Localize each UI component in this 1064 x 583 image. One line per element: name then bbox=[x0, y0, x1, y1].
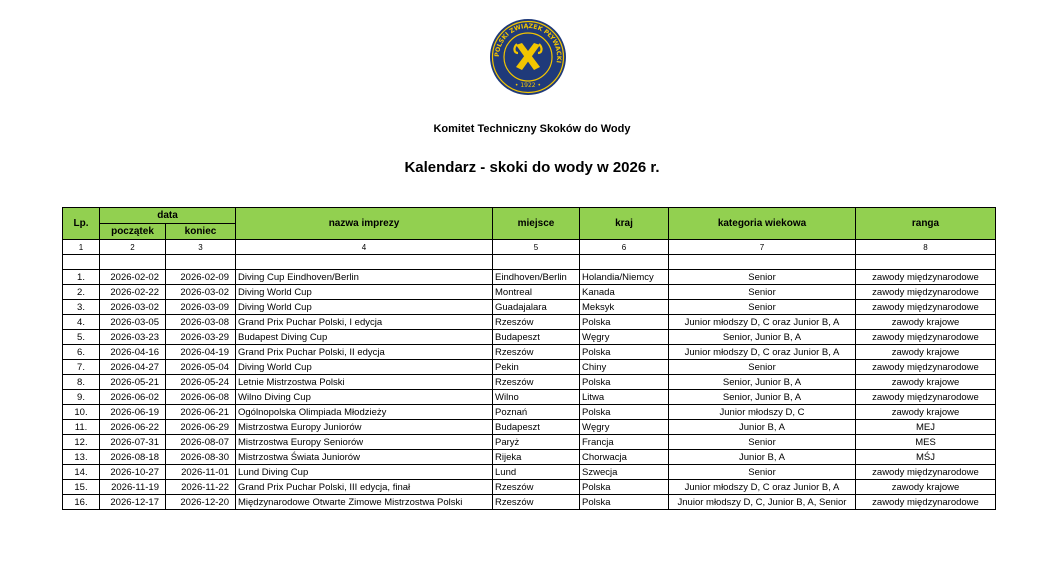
row-country: Polska bbox=[580, 495, 669, 510]
header-lp: Lp. bbox=[63, 208, 100, 240]
row-lp: 11. bbox=[63, 420, 100, 435]
row-start-date: 2026-06-22 bbox=[100, 420, 166, 435]
column-number: 6 bbox=[580, 240, 669, 255]
table-row bbox=[63, 435, 996, 450]
table-row bbox=[63, 420, 996, 435]
row-category: Junior młodszy D, C oraz Junior B, A bbox=[669, 345, 856, 360]
row-rank: zawody międzynarodowe bbox=[856, 495, 996, 510]
row-event-name: Diving World Cup bbox=[236, 360, 493, 375]
row-country: Polska bbox=[580, 315, 669, 330]
row-rank: zawody krajowe bbox=[856, 315, 996, 330]
column-number: 4 bbox=[236, 240, 493, 255]
row-lp: 3. bbox=[63, 300, 100, 315]
row-category: Junior B, A bbox=[669, 420, 856, 435]
row-lp: 6. bbox=[63, 345, 100, 360]
row-rank: MŚJ bbox=[856, 450, 996, 465]
row-place: Poznań bbox=[493, 405, 580, 420]
table-row bbox=[63, 465, 996, 480]
table-row bbox=[63, 270, 996, 285]
row-start-date: 2026-11-19 bbox=[100, 480, 166, 495]
row-lp: 10. bbox=[63, 405, 100, 420]
row-end-date: 2026-08-07 bbox=[166, 435, 236, 450]
row-country: Węgry bbox=[580, 330, 669, 345]
row-category: Junior młodszy D, C oraz Junior B, A bbox=[669, 480, 856, 495]
row-rank: zawody krajowe bbox=[856, 345, 996, 360]
logo-ring-text: POLSKI ZWIĄZEK PŁYWACKI bbox=[493, 22, 563, 64]
row-start-date: 2026-02-02 bbox=[100, 270, 166, 285]
row-rank: zawody międzynarodowe bbox=[856, 465, 996, 480]
column-number: 3 bbox=[166, 240, 236, 255]
row-start-date: 2026-12-17 bbox=[100, 495, 166, 510]
logo-year: • 1922 • bbox=[514, 82, 542, 89]
row-rank: zawody międzynarodowe bbox=[856, 390, 996, 405]
row-place: Paryż bbox=[493, 435, 580, 450]
row-category: Senior bbox=[669, 465, 856, 480]
row-country: Kanada bbox=[580, 285, 669, 300]
row-country: Chiny bbox=[580, 360, 669, 375]
blank-row bbox=[63, 255, 996, 270]
row-rank: zawody krajowe bbox=[856, 480, 996, 495]
row-lp: 4. bbox=[63, 315, 100, 330]
row-place: Wilno bbox=[493, 390, 580, 405]
row-start-date: 2026-07-31 bbox=[100, 435, 166, 450]
header-miejsce: miejsce bbox=[493, 208, 580, 240]
column-number: 1 bbox=[63, 240, 100, 255]
row-end-date: 2026-05-24 bbox=[166, 375, 236, 390]
row-start-date: 2026-04-16 bbox=[100, 345, 166, 360]
row-place: Rzeszów bbox=[493, 315, 580, 330]
committee-subtitle: Komitet Techniczny Skoków do Wody bbox=[433, 123, 631, 135]
table-row bbox=[63, 300, 996, 315]
header-poczatek: początek bbox=[100, 224, 166, 240]
row-rank: zawody krajowe bbox=[856, 405, 996, 420]
row-event-name: Międzynarodowe Otwarte Zimowe Mistrzostwa Polski bbox=[236, 495, 493, 510]
row-lp: 5. bbox=[63, 330, 100, 345]
row-country: Polska bbox=[580, 345, 669, 360]
row-rank: MEJ bbox=[856, 420, 996, 435]
row-start-date: 2026-10-27 bbox=[100, 465, 166, 480]
column-number: 7 bbox=[669, 240, 856, 255]
table-row bbox=[63, 480, 996, 495]
row-country: Polska bbox=[580, 375, 669, 390]
row-country: Polska bbox=[580, 480, 669, 495]
row-place: Montreal bbox=[493, 285, 580, 300]
row-country: Litwa bbox=[580, 390, 669, 405]
row-lp: 8. bbox=[63, 375, 100, 390]
column-number: 5 bbox=[493, 240, 580, 255]
row-rank: zawody międzynarodowe bbox=[856, 300, 996, 315]
table-row bbox=[63, 405, 996, 420]
row-end-date: 2026-11-01 bbox=[166, 465, 236, 480]
row-start-date: 2026-06-02 bbox=[100, 390, 166, 405]
row-event-name: Ogólnopolska Olimpiada Młodzieży bbox=[236, 405, 493, 420]
row-end-date: 2026-02-09 bbox=[166, 270, 236, 285]
row-lp: 15. bbox=[63, 480, 100, 495]
row-lp: 9. bbox=[63, 390, 100, 405]
row-place: Rzeszów bbox=[493, 495, 580, 510]
row-category: Senior bbox=[669, 435, 856, 450]
table-row bbox=[63, 285, 996, 300]
header-ranga: ranga bbox=[856, 208, 996, 240]
row-start-date: 2026-06-19 bbox=[100, 405, 166, 420]
row-category: Jnuior młodszy D, C, Junior B, A, Senior bbox=[669, 495, 856, 510]
row-place: Budapeszt bbox=[493, 330, 580, 345]
row-event-name: Mistrzostwa Europy Seniorów bbox=[236, 435, 493, 450]
row-start-date: 2026-03-23 bbox=[100, 330, 166, 345]
row-rank: zawody międzynarodowe bbox=[856, 285, 996, 300]
row-end-date: 2026-06-08 bbox=[166, 390, 236, 405]
row-category: Senior bbox=[669, 285, 856, 300]
row-country: Chorwacja bbox=[580, 450, 669, 465]
row-country: Węgry bbox=[580, 420, 669, 435]
pzp-logo bbox=[489, 18, 567, 96]
row-category: Senior, Junior B, A bbox=[669, 375, 856, 390]
table-row bbox=[63, 390, 996, 405]
row-event-name: Diving Cup Eindhoven/Berlin bbox=[236, 270, 493, 285]
row-event-name: Grand Prix Puchar Polski, II edycja bbox=[236, 345, 493, 360]
header-kraj: kraj bbox=[580, 208, 669, 240]
column-number: 8 bbox=[856, 240, 996, 255]
row-end-date: 2026-08-30 bbox=[166, 450, 236, 465]
row-event-name: Mistrzostwa Europy Juniorów bbox=[236, 420, 493, 435]
row-event-name: Lund Diving Cup bbox=[236, 465, 493, 480]
row-end-date: 2026-03-29 bbox=[166, 330, 236, 345]
table-row bbox=[63, 345, 996, 360]
table-row bbox=[63, 495, 996, 510]
table-row bbox=[63, 375, 996, 390]
header-koniec: koniec bbox=[166, 224, 236, 240]
row-end-date: 2026-05-04 bbox=[166, 360, 236, 375]
row-rank: zawody międzynarodowe bbox=[856, 330, 996, 345]
row-start-date: 2026-08-18 bbox=[100, 450, 166, 465]
row-place: Rzeszów bbox=[493, 345, 580, 360]
column-number: 2 bbox=[100, 240, 166, 255]
row-start-date: 2026-05-21 bbox=[100, 375, 166, 390]
row-category: Junior młodszy D, C bbox=[669, 405, 856, 420]
header-data: data bbox=[100, 208, 236, 224]
row-end-date: 2026-12-20 bbox=[166, 495, 236, 510]
table-row bbox=[63, 360, 996, 375]
page-title: Kalendarz - skoki do wody w 2026 r. bbox=[404, 159, 660, 176]
row-category: Senior bbox=[669, 360, 856, 375]
row-lp: 12. bbox=[63, 435, 100, 450]
row-rank: zawody międzynarodowe bbox=[856, 360, 996, 375]
row-end-date: 2026-03-08 bbox=[166, 315, 236, 330]
row-end-date: 2026-03-09 bbox=[166, 300, 236, 315]
header-kategoria: kategoria wiekowa bbox=[669, 208, 856, 240]
row-country: Holandia/Niemcy bbox=[580, 270, 669, 285]
calendar-table bbox=[62, 207, 996, 510]
row-place: Budapeszt bbox=[493, 420, 580, 435]
column-number-row bbox=[63, 240, 996, 255]
table-row bbox=[63, 315, 996, 330]
row-start-date: 2026-03-05 bbox=[100, 315, 166, 330]
row-place: Lund bbox=[493, 465, 580, 480]
row-event-name: Wilno Diving Cup bbox=[236, 390, 493, 405]
row-lp: 1. bbox=[63, 270, 100, 285]
row-place: Eindhoven/Berlin bbox=[493, 270, 580, 285]
row-end-date: 2026-04-19 bbox=[166, 345, 236, 360]
row-event-name: Mistrzostwa Świata Juniorów bbox=[236, 450, 493, 465]
row-rank: MES bbox=[856, 435, 996, 450]
row-country: Francja bbox=[580, 435, 669, 450]
row-event-name: Diving World Cup bbox=[236, 285, 493, 300]
row-lp: 13. bbox=[63, 450, 100, 465]
row-country: Polska bbox=[580, 405, 669, 420]
row-event-name: Diving World Cup bbox=[236, 300, 493, 315]
table-row bbox=[63, 330, 996, 345]
row-event-name: Budapest Diving Cup bbox=[236, 330, 493, 345]
row-rank: zawody krajowe bbox=[856, 375, 996, 390]
row-place: Rijeka bbox=[493, 450, 580, 465]
row-start-date: 2026-02-22 bbox=[100, 285, 166, 300]
row-place: Rzeszów bbox=[493, 375, 580, 390]
row-end-date: 2026-06-29 bbox=[166, 420, 236, 435]
row-end-date: 2026-11-22 bbox=[166, 480, 236, 495]
row-category: Senior bbox=[669, 300, 856, 315]
row-category: Junior B, A bbox=[669, 450, 856, 465]
row-rank: zawody międzynarodowe bbox=[856, 270, 996, 285]
table-row bbox=[63, 450, 996, 465]
row-event-name: Grand Prix Puchar Polski, I edycja bbox=[236, 315, 493, 330]
row-event-name: Letnie Mistrzostwa Polski bbox=[236, 375, 493, 390]
row-country: Meksyk bbox=[580, 300, 669, 315]
row-end-date: 2026-03-02 bbox=[166, 285, 236, 300]
row-category: Senior, Junior B, A bbox=[669, 390, 856, 405]
header-nazwa: nazwa imprezy bbox=[236, 208, 493, 240]
row-category: Senior, Junior B, A bbox=[669, 330, 856, 345]
row-category: Senior bbox=[669, 270, 856, 285]
row-place: Pekin bbox=[493, 360, 580, 375]
row-country: Szwecja bbox=[580, 465, 669, 480]
row-start-date: 2026-04-27 bbox=[100, 360, 166, 375]
row-place: Rzeszów bbox=[493, 480, 580, 495]
row-place: Guadajalara bbox=[493, 300, 580, 315]
row-end-date: 2026-06-21 bbox=[166, 405, 236, 420]
row-start-date: 2026-03-02 bbox=[100, 300, 166, 315]
row-lp: 7. bbox=[63, 360, 100, 375]
row-lp: 2. bbox=[63, 285, 100, 300]
row-lp: 16. bbox=[63, 495, 100, 510]
row-event-name: Grand Prix Puchar Polski, III edycja, finał bbox=[236, 480, 493, 495]
row-category: Junior młodszy D, C oraz Junior B, A bbox=[669, 315, 856, 330]
row-lp: 14. bbox=[63, 465, 100, 480]
